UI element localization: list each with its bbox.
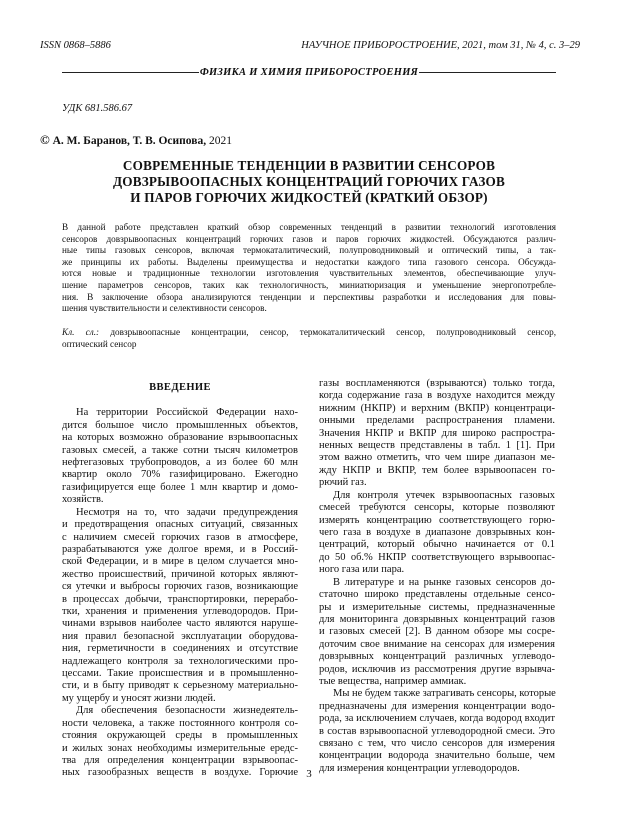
abstract-line: ные типы газовых сенсоров, включая термокаталитический, полупроводниковый и оптический типы, а так- <box>62 245 556 256</box>
left-column-body <box>62 407 298 779</box>
text-line: и жилых зонах необходимы измерительные ередс- <box>62 742 298 754</box>
text-line: нефтегазовых трубопроводов, а из более 60 млн <box>62 457 298 469</box>
text-line: ся утечки и выбросы горючих газов, возникающие <box>62 581 298 593</box>
paragraph <box>319 378 555 490</box>
text-line: На территории Российской Федерации нахо- <box>76 407 298 419</box>
text-line: Для обеспечения безопасности жизнедеятель- <box>76 705 298 717</box>
text-line: Для контроля утечек взрывоопасных газовых <box>333 489 555 501</box>
paragraph <box>62 407 298 506</box>
text-line: доточим свое внимание на сенсорах для измерения <box>319 638 555 650</box>
text-line: для измерения концентрации углеводородов. <box>319 762 520 774</box>
text-line: хозяйств. <box>62 494 104 506</box>
abstract-line: В данной работе представлен краткий обзор современных тенденций в развитии технологий изготовления <box>62 222 556 232</box>
copyright-year: 2021 <box>208 135 232 147</box>
text-line: и предотвращения опасных ситуаций, связанных <box>62 519 298 531</box>
text-line: центраций, который обычно начинается от 0.1 <box>319 539 555 551</box>
paragraph <box>319 688 555 775</box>
copyright-icon: © <box>40 132 50 147</box>
text-line: чего газа в воздухе в диапазоне довзрывных кон- <box>319 526 555 538</box>
text-line: и газовых смесей [2]. В данном обзоре мы сосре- <box>319 626 555 638</box>
text-line: до 50 об.% НКПР соответствующего взрывоопас- <box>319 551 555 563</box>
text-line: газовых смесей, а также сотни тысяч километров <box>62 444 298 456</box>
text-line: дится большое число промышленных объектов, <box>62 419 298 431</box>
authors-line <box>40 132 232 148</box>
section-title: ФИЗИКА И ХИМИЯ ПРИБОРОСТРОЕНИЯ <box>199 66 419 78</box>
text-line: этом важно отметить, что чем шире диапазон ме- <box>319 452 555 464</box>
text-line: Несмотря на то, что задачи предупреждения <box>76 506 298 518</box>
paragraph <box>319 490 555 577</box>
text-line: смесей требуются сенсоры, которые позволяют <box>319 502 555 514</box>
paragraph <box>319 577 555 689</box>
text-line: предназначены для измерения концентрации водо- <box>319 700 555 712</box>
text-line: в процессах добычи, транспортировки, перерабо- <box>62 593 298 605</box>
keywords-label: Кл. сл.: <box>62 327 100 337</box>
section-rule <box>62 65 556 79</box>
journal-citation: НАУЧНОЕ ПРИБОРОСТРОЕНИЕ, 2021, том 31, № 4, с. 3–29 <box>301 40 580 51</box>
text-line: онными пределами распространения пламени. <box>319 415 555 427</box>
intro-heading: ВВЕДЕНИЕ <box>149 382 211 393</box>
text-line: родов, исключив из рассмотрения другие взрывча- <box>319 663 555 675</box>
journal-issn: ISSN 0868–5886 <box>40 40 111 51</box>
text-line: сти, и в быту приводят к серьезному материально- <box>62 680 298 692</box>
text-line: рода, за исключением случаев, когда водород входит <box>319 713 555 725</box>
section-rule-right <box>419 72 556 73</box>
title-line: ДОВЗРЫВООПАСНЫХ КОНЦЕНТРАЦИЙ ГОРЮЧИХ ГАЗОВ <box>113 174 505 189</box>
keywords-text: довзрывоопасные концентрации, сенсор, термокаталитический сенсор, полупроводниковый сенсор, <box>110 327 556 337</box>
text-line: чинами взрывов наиболее часто являются наруше- <box>62 618 298 630</box>
text-line: статочно широко представлены отдельные сенсо- <box>319 589 555 601</box>
text-line: когда содержание газа в воздухе находится между <box>319 390 555 402</box>
text-line: В литературе и на рынке газовых сенсоров до- <box>333 576 555 588</box>
keywords-line <box>62 327 556 339</box>
abstract-line: шения чувствительности и селективности сенсоров. <box>62 303 267 314</box>
text-line: жду НКПР и ВКПР, тем более взрывоопасен го- <box>319 464 555 476</box>
text-line: му ущербу и уносят жизни людей. <box>62 692 216 704</box>
abstract <box>62 222 556 315</box>
title-line: И ПАРОВ ГОРЮЧИХ ЖИДКОСТЕЙ (КРАТКИЙ ОБЗОР) <box>130 190 488 205</box>
keywords-line: оптический сенсор <box>62 338 137 349</box>
text-line: концентрации водорода значительно больше, чем <box>319 750 555 762</box>
text-line: рючий газ. <box>319 477 367 489</box>
abstract-line: ния. В заключение обзора анализируются тенденции и перспективы разработки и исследования для повы- <box>62 291 556 302</box>
keywords <box>62 327 556 350</box>
page-number: 3 <box>306 768 312 780</box>
text-line: Значения НКПР и ВКПР для широко распростра- <box>319 427 555 439</box>
text-line: связано с тем, что число сенсоров для измерения <box>319 738 555 750</box>
abstract-line: же принципы их работы. Выделены преимущества и недостатки каждого типа газового сенсора. Обсужда- <box>62 256 556 267</box>
abstract-line: ются новые и традиционные технологии изготовления чувствительных элементов, обеспечивающие улуч- <box>62 268 556 279</box>
text-line: тва для определения концентрации взрывоопас- <box>62 754 298 766</box>
text-line: ненных веществ представлены в табл. 1 [1]. При <box>319 440 555 452</box>
text-line: ния правил безопасной эксплуатации оборудова- <box>62 630 298 642</box>
text-line: разрабатываются уже долгое время, и в Россий- <box>62 543 298 555</box>
text-line: цессами. Такие происшествия и в промышленно- <box>62 668 298 680</box>
text-line: ного газа или пара. <box>319 564 405 576</box>
text-line: ры и измерительные системы, предназначенные <box>319 601 555 613</box>
text-line: нижним (НКПР) и верхним (ВКПР) концентраци- <box>319 402 555 414</box>
title-line: СОВРЕМЕННЫЕ ТЕНДЕНЦИИ В РАЗВИТИИ СЕНСОРОВ <box>122 158 496 173</box>
text-line: для мониторинга довзрывных концентраций газов <box>319 613 555 625</box>
article-title <box>62 158 556 206</box>
text-line: тые вещества, например аммиак. <box>319 675 467 687</box>
abstract-line: шение параметров сенсоров, таких как технологичность, миниатюризация и уменьшение энергопотребле- <box>62 279 556 290</box>
text-line: газы воспламеняются (взрываются) только тогда, <box>319 378 555 389</box>
text-line: ской Федерации, и в мире в целом случается мно- <box>62 556 298 568</box>
abstract-line: сенсоров довзрывоопасных концентраций горючих газов и паров горючих жидкостей. Обсуждаются различ- <box>62 233 556 244</box>
section-rule-left <box>62 72 199 73</box>
text-line: жество происшествий, причиной которых являют- <box>62 568 298 580</box>
text-line: ных газообразных веществ в воздухе. Горючие <box>62 767 298 779</box>
text-line: ности человека, а также постоянного контроля со- <box>62 717 298 729</box>
text-line: надлежащего контроля за технологическими про- <box>62 655 298 667</box>
right-column <box>319 378 555 775</box>
left-column <box>62 378 298 780</box>
text-line: ния, герметичности в соединениях и отсутствие <box>62 643 298 655</box>
text-line: на которых возможно образование взрывоопасных <box>62 432 298 444</box>
author-names: А. М. Баранов, Т. В. Осипова, <box>52 135 207 147</box>
right-column-body <box>319 378 555 775</box>
text-line: квартир около 70% газифицировано. Ежегодно <box>62 469 298 481</box>
text-line: в состав взрывоопасной углеводородной смеси. Это <box>319 725 555 737</box>
text-line: газифицируется еще более 1 млн квартир и домо- <box>62 481 298 493</box>
text-line: Мы не будем также затрагивать сенсоры, которые <box>333 688 556 700</box>
text-line: измерять концентрацию соответствующего горю- <box>319 514 555 526</box>
text-line: с наличием смесей горючих газов в атмосфере, <box>62 531 298 543</box>
udc-code: УДК 681.586.67 <box>62 103 133 114</box>
paragraph <box>62 507 298 706</box>
text-line: довзрывных концентраций различных углеводо- <box>319 651 555 663</box>
text-line: стояния окружающей среды в промышленных <box>62 730 298 742</box>
text-line: тки, хранения и применения углеводородов. При- <box>62 606 298 617</box>
